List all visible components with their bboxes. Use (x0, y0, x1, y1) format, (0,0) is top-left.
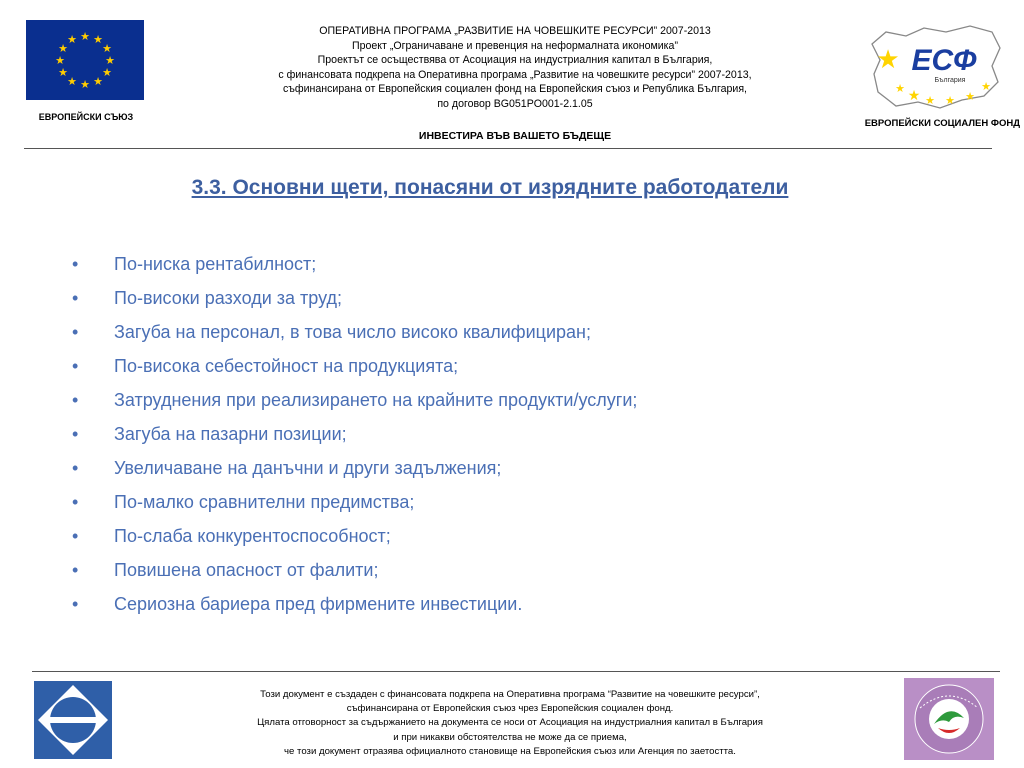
svg-text:★: ★ (67, 75, 77, 88)
svg-text:★: ★ (102, 66, 112, 79)
svg-text:★: ★ (58, 66, 68, 79)
list-item-text: По-висока себестойност на продукцията; (114, 356, 459, 376)
list-item (72, 322, 972, 356)
list-item-text: По-малко сравнителни предимства; (114, 492, 415, 512)
esf-bulgaria-logo (866, 22, 1006, 114)
bullet-icon: • (72, 560, 79, 580)
svg-text:★: ★ (93, 75, 103, 88)
list-item-text: По-високи разходи за труд; (114, 288, 342, 308)
list-item-text: Загуба на персонал, в това число високо квалифициран; (114, 322, 591, 342)
footer-line: Цялата отговорност за съдържанието на документа се носи от Асоциация на индустриалния капитал в България (257, 717, 763, 729)
header-text-block (200, 24, 830, 112)
bullet-icon: • (72, 288, 79, 308)
header-divider (24, 148, 992, 149)
svg-text:★: ★ (876, 45, 900, 75)
header-line: съфинансирана от Европейския социален фонд на Европейския съюз и Република България, (282, 83, 748, 96)
bullet-icon: • (72, 356, 79, 376)
bullet-icon: • (72, 254, 79, 274)
list-item-text: Повишена опасност от фалити; (114, 560, 379, 580)
footer-line: че този документ отразява официалното становище на Европейския съюз или Агенция по заетостта. (284, 745, 736, 757)
list-item-text: Загуба на пазарни позиции; (114, 424, 347, 444)
svg-text:★: ★ (925, 94, 935, 107)
list-item (72, 254, 972, 288)
svg-text:★: ★ (981, 80, 991, 93)
svg-text:★: ★ (102, 42, 112, 55)
svg-text:★: ★ (67, 33, 77, 46)
tagline: ИНВЕСТИРА ВЪВ ВАШЕТО БЪДЕЩЕ (418, 130, 612, 142)
footer-line: Този документ е създаден с финансовата подкрепа на Оперативна програма “Развитие на човешките ресурси”, (260, 689, 760, 700)
svg-text:★: ★ (58, 42, 68, 55)
footer-divider (32, 671, 1000, 672)
header-line: Проект „Ограничаване и превенция на неформалната икономика” (352, 39, 678, 52)
svg-text:★: ★ (895, 82, 905, 95)
svg-text:★: ★ (907, 88, 921, 104)
svg-text:★: ★ (945, 94, 955, 107)
list-item (72, 594, 972, 628)
esf-logo-text: ЕСФ (911, 44, 977, 77)
list-item-text: Затруднения при реализирането на крайните продукти/услуги; (114, 390, 638, 410)
bullet-icon: • (72, 526, 79, 546)
esf-label: ЕВРОПЕЙСКИ СОЦИАЛЕН ФОНД (864, 118, 1020, 129)
header-line: ОПЕРАТИВНА ПРОГРАМА „РАЗВИТИЕ НА ЧОВЕШКИТЕ РЕСУРСИ” 2007-2013 (319, 25, 711, 37)
svg-text:★: ★ (93, 33, 103, 46)
footer-text-block (160, 688, 860, 759)
bullet-icon: • (72, 492, 79, 512)
bullet-icon: • (72, 322, 79, 342)
list-item (72, 492, 972, 526)
bullet-icon: • (72, 424, 79, 444)
header-line: по договор BG051PO001-2.1.05 (437, 97, 593, 110)
list-item (72, 288, 972, 322)
list-item (72, 424, 972, 458)
svg-text:★: ★ (105, 54, 115, 67)
svg-text:★: ★ (55, 54, 65, 67)
bullet-icon: • (72, 594, 79, 614)
bullet-icon: • (72, 390, 79, 410)
eu-flag-logo (26, 20, 144, 100)
footer-line: съфинансирана от Европейския съюз чрез Европейския социален фонд. (346, 703, 674, 715)
svg-text:★: ★ (80, 30, 90, 43)
bullet-list (72, 254, 972, 628)
independent-unions-logo (904, 678, 994, 760)
aikb-logo (34, 681, 112, 759)
bullet-icon: • (72, 458, 79, 478)
list-item (72, 390, 972, 424)
header-line: с финансовата подкрепа на Оперативна програма „Развитие на човешките ресурси” 2007-2013, (278, 68, 752, 81)
slide-title: 3.3. Основни щети, понасяни от изрядните работодатели (191, 176, 789, 199)
list-item-text: Сериозна бариера пред фирмените инвестиции. (114, 594, 523, 614)
svg-text:★: ★ (965, 90, 975, 103)
list-item-text: Увеличаване на данъчни и други задължения; (114, 458, 502, 478)
list-item (72, 356, 972, 390)
list-item (72, 560, 972, 594)
footer-line: и при никакви обстоятелства не може да се приема, (393, 731, 627, 743)
list-item (72, 458, 972, 492)
list-item-text: По-ниска рентабилност; (114, 254, 317, 274)
list-item (72, 526, 972, 560)
eu-label: ЕВРОПЕЙСКИ СЪЮЗ (38, 112, 134, 122)
list-item-text: По-слаба конкурентоспособност; (114, 526, 391, 546)
svg-text:★: ★ (80, 78, 90, 91)
header-line: Проектът се осъществява от Асоциация на индустриалния капитал в България, (317, 54, 713, 67)
esf-logo-subtext: България (934, 77, 966, 84)
